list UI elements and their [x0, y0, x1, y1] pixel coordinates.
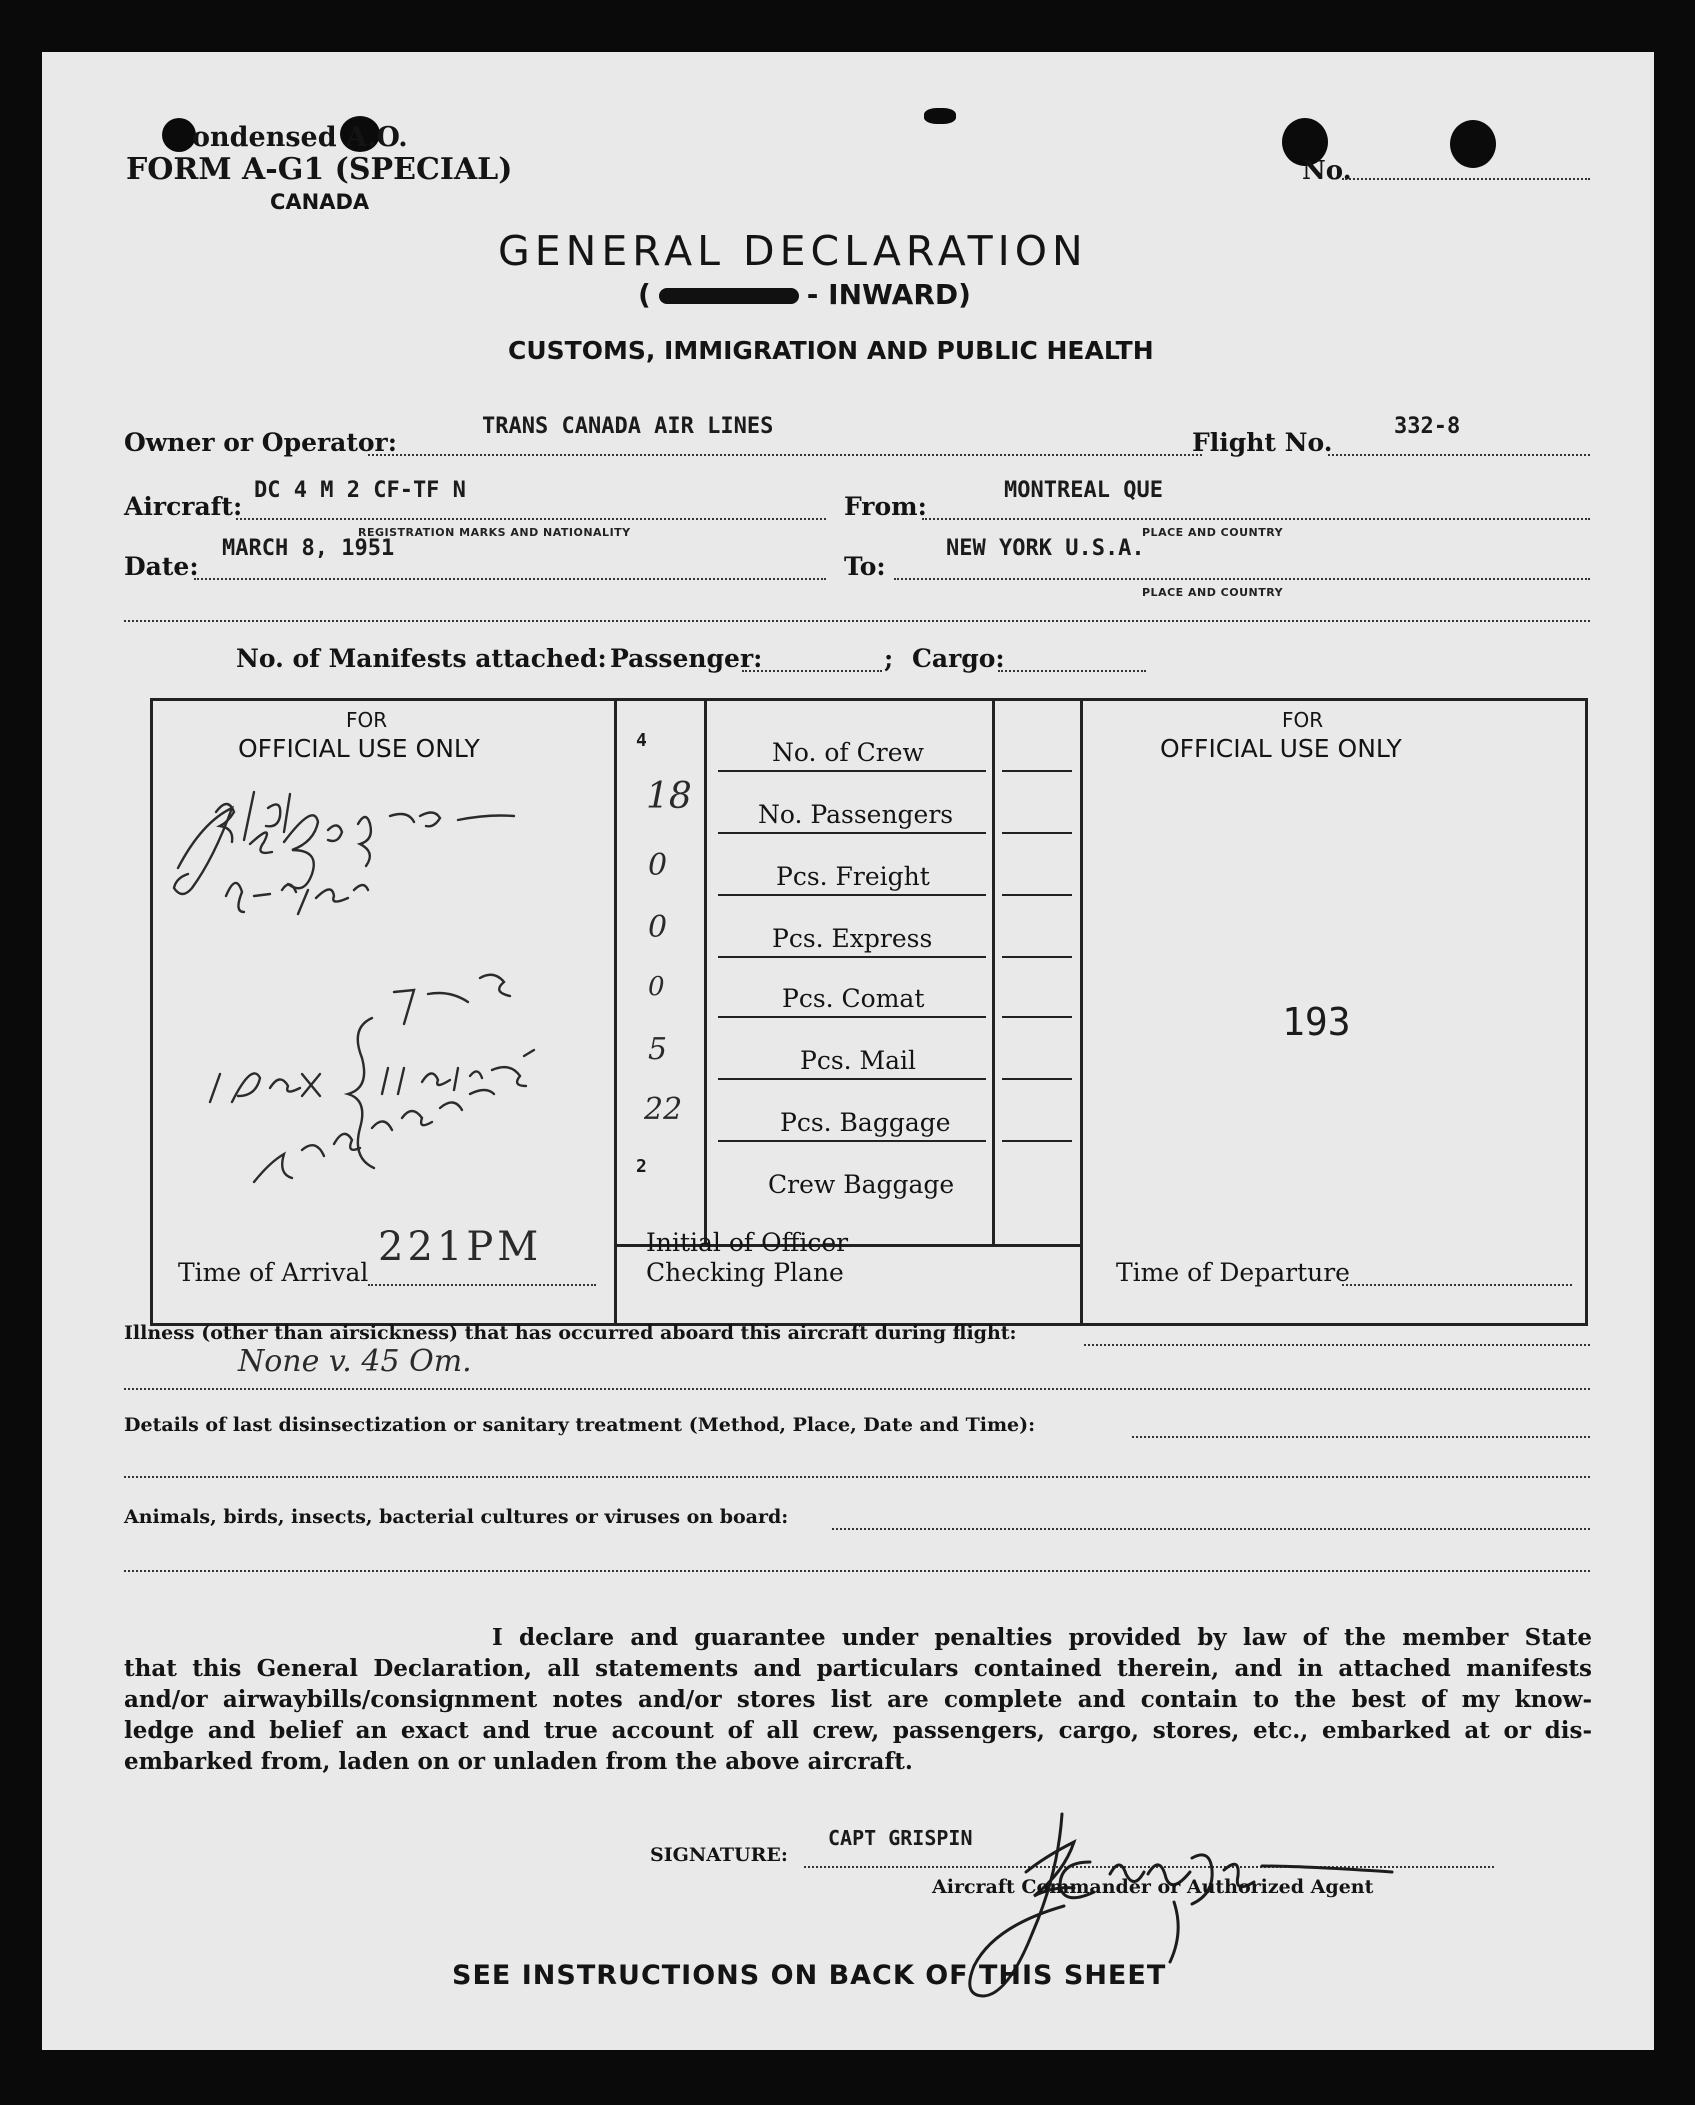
- illness-line-2: [124, 1388, 1590, 1390]
- disinsect-line-2: [124, 1476, 1590, 1478]
- aircraft-label: Aircraft:: [124, 492, 243, 521]
- subtitle-text: - INWARD): [806, 278, 971, 311]
- express-check: [1002, 956, 1072, 958]
- aircraft-caption: REGISTRATION MARKS AND NATIONALITY: [358, 526, 631, 539]
- baggage-rule: [718, 1140, 986, 1142]
- crew-count-value: 4: [636, 730, 647, 751]
- form-number-line: [1342, 178, 1590, 180]
- manifests-cargo-line: [998, 670, 1146, 672]
- table-divider-4: [1080, 698, 1083, 1326]
- redacted-word: [659, 288, 799, 304]
- declaration-line-2: that this General Declaration, all statements and particulars contained therein, and in attached manifests: [124, 1655, 1592, 1682]
- from-caption: PLACE AND COUNTRY: [1142, 526, 1284, 539]
- declaration-line-5: embarked from, laden on or unladen from the above aircraft.: [124, 1748, 913, 1775]
- baggage-label: Pcs. Baggage: [780, 1108, 951, 1137]
- baggage-value: 22: [644, 1092, 683, 1127]
- freight-check: [1002, 894, 1072, 896]
- right-official-number: 193: [1282, 1000, 1351, 1044]
- initial-officer-line2: Checking Plane: [646, 1258, 844, 1287]
- crew-count-check: [1002, 770, 1072, 772]
- mail-value: 5: [648, 1032, 668, 1067]
- manifests-passenger-label: Passenger:: [610, 644, 763, 673]
- table-divider-3: [992, 698, 995, 1246]
- declaration-line-4: ledge and belief an exact and true account of all crew, passengers, cargo, stores, etc., embarked at or dis-: [124, 1717, 1592, 1744]
- document-subtitle: [638, 278, 971, 311]
- animals-label: Animals, birds, insects, bacterial cultures or viruses on board:: [124, 1506, 789, 1528]
- freight-rule: [718, 894, 986, 896]
- declaration-sheet: [42, 52, 1654, 2050]
- aircraft-line: [236, 518, 826, 520]
- comat-rule: [718, 1016, 986, 1018]
- time-departure-label: Time of Departure: [1116, 1258, 1350, 1287]
- date-value: MARCH 8, 1951: [222, 536, 395, 561]
- flight-line: [1328, 454, 1590, 456]
- left-official-heading: OFFICIAL USE ONLY: [238, 734, 480, 763]
- from-line: [922, 518, 1590, 520]
- owner-label: Owner or Operator:: [124, 428, 397, 457]
- mail-label: Pcs. Mail: [800, 1046, 917, 1075]
- mail-rule: [718, 1078, 986, 1080]
- comat-label: Pcs. Comat: [782, 984, 925, 1013]
- time-arrival-value: 221PM: [378, 1224, 543, 1270]
- declaration-text: [124, 1622, 1592, 1777]
- comat-value: 0: [648, 972, 665, 1002]
- signature-value: CAPT GRISPIN: [828, 1826, 973, 1850]
- crew-baggage-value: 2: [636, 1156, 647, 1177]
- manifests-cargo-label: Cargo:: [912, 644, 1005, 673]
- signature-caption: Aircraft Commander or Authorized Agent: [932, 1876, 1374, 1898]
- disinsect-label: Details of last disinsectization or sanitary treatment (Method, Place, Date and Time):: [124, 1414, 1036, 1436]
- right-official-heading: OFFICIAL USE ONLY: [1160, 734, 1402, 763]
- to-label: To:: [844, 552, 886, 581]
- freight-label: Pcs. Freight: [776, 862, 930, 891]
- freight-value: 0: [648, 848, 668, 883]
- flight-value: 332-8: [1394, 414, 1461, 439]
- passengers-rule: [718, 832, 986, 834]
- manifests-separator: ;: [884, 644, 894, 673]
- flight-label: Flight No.: [1192, 428, 1333, 457]
- owner-line: [368, 454, 1202, 456]
- illness-label: Illness (other than airsickness) that has occurred aboard this aircraft during flight:: [124, 1322, 1017, 1344]
- manifests-passenger-line: [742, 670, 882, 672]
- passengers-check: [1002, 832, 1072, 834]
- from-value: MONTREAL QUE: [1004, 478, 1163, 503]
- from-label: From:: [844, 492, 927, 521]
- comat-check: [1002, 1016, 1072, 1018]
- document-title: GENERAL DECLARATION: [498, 227, 1088, 275]
- declaration-line-3: and/or airwaybills/consignment notes and/or stores list are complete and contain to the best of my know-: [124, 1686, 1592, 1713]
- ink-smudge: [924, 108, 956, 124]
- mail-check: [1002, 1078, 1072, 1080]
- time-arrival-line: [368, 1284, 596, 1286]
- form-number-label: No.: [1302, 156, 1352, 186]
- left-official-for: FOR: [346, 708, 388, 732]
- date-line: [194, 578, 826, 580]
- time-departure-line: [1342, 1284, 1572, 1286]
- table-divider-2: [704, 698, 707, 1246]
- customs-heading: CUSTOMS, IMMIGRATION AND PUBLIC HEALTH: [508, 336, 1154, 365]
- signature-label: SIGNATURE:: [650, 1844, 788, 1866]
- form-header-line2: FORM A-G1 (SPECIAL): [126, 152, 513, 187]
- to-line: [894, 578, 1590, 580]
- baggage-check: [1002, 1140, 1072, 1142]
- form-country: CANADA: [270, 190, 370, 214]
- punch-hole-right2: [1450, 120, 1496, 168]
- initial-officer-line1: Initial of Officer: [646, 1228, 849, 1257]
- crew-baggage-label: Crew Baggage: [768, 1170, 955, 1199]
- manifests-label: No. of Manifests attached:: [236, 644, 607, 673]
- date-label: Date:: [124, 552, 199, 581]
- animals-line-2: [124, 1570, 1590, 1572]
- express-value: 0: [648, 910, 668, 945]
- table-divider-1: [614, 698, 617, 1326]
- right-official-for: FOR: [1282, 708, 1324, 732]
- time-arrival-label: Time of Arrival: [178, 1258, 369, 1287]
- punch-hole-left: [162, 118, 196, 152]
- passengers-label: No. Passengers: [758, 800, 954, 829]
- inspector-handwriting: [158, 772, 598, 1192]
- subtitle-open-paren: (: [638, 278, 651, 311]
- crew-count-label: No. of Crew: [772, 738, 924, 767]
- express-rule: [718, 956, 986, 958]
- aircraft-value: DC 4 M 2 CF-TF N: [254, 478, 466, 503]
- passengers-value: 18: [646, 776, 692, 817]
- to-value: NEW YORK U.S.A.: [946, 536, 1145, 561]
- form-header-line1: ondensed A.O.: [192, 122, 408, 153]
- animals-line-1: [832, 1528, 1590, 1530]
- footer-instructions: SEE INSTRUCTIONS ON BACK OF THIS SHEET: [452, 1960, 1167, 1991]
- illness-value: None v. 45 Om.: [238, 1344, 472, 1379]
- express-label: Pcs. Express: [772, 924, 933, 953]
- section-divider: [124, 620, 1590, 622]
- to-caption: PLACE AND COUNTRY: [1142, 586, 1284, 599]
- disinsect-line-1: [1132, 1436, 1590, 1438]
- declaration-line-1: I declare and guarantee under penalties provided by law of the member State: [492, 1624, 1592, 1651]
- owner-value: TRANS CANADA AIR LINES: [482, 414, 774, 439]
- illness-line-1: [1084, 1344, 1590, 1346]
- crew-count-rule: [718, 770, 986, 772]
